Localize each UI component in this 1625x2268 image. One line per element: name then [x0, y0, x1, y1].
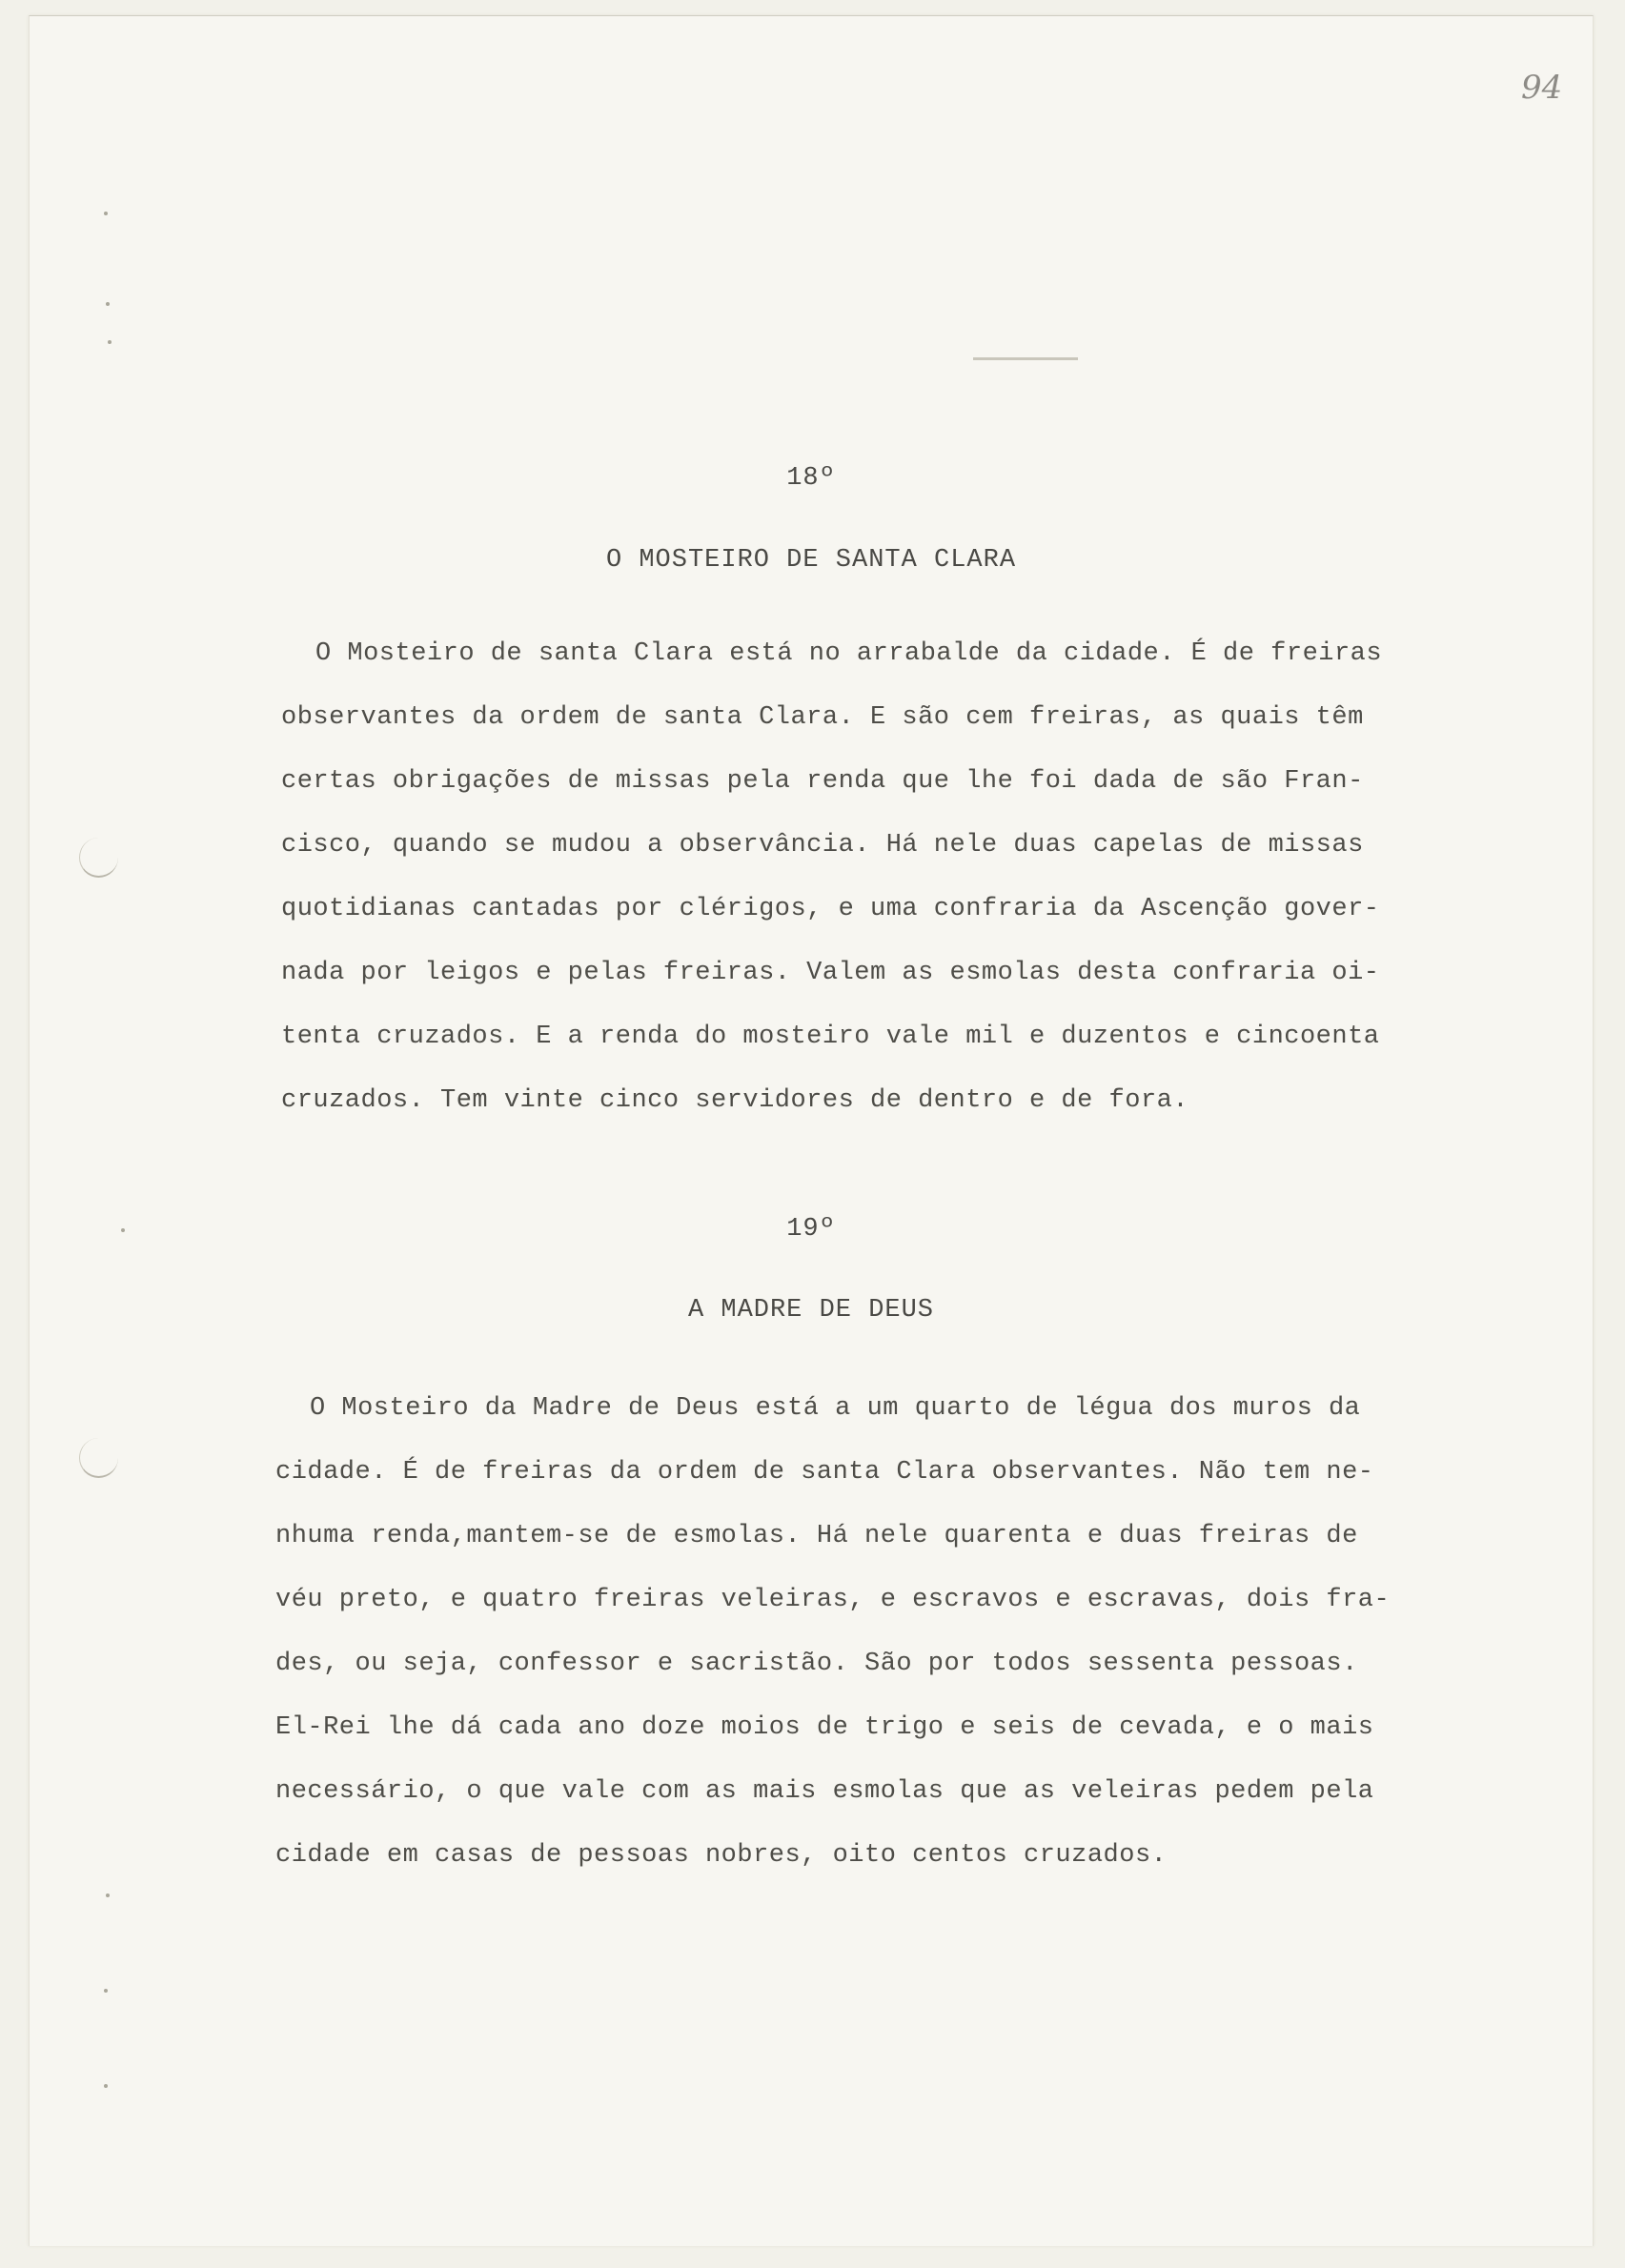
section-18-line: observantes da ordem de santa Clara. E são cem freiras, as quais têm: [281, 703, 1364, 732]
punch-hole: [79, 838, 118, 878]
section-19-line: cidade. É de freiras da ordem de santa Clara observantes. Não tem ne-: [275, 1458, 1374, 1487]
section-19-line: des, ou seja, confessor e sacristão. São por todos sessenta pessoas.: [275, 1650, 1358, 1678]
section-18-line: cruzados. Tem vinte cinco servidores de dentro e de fora.: [281, 1086, 1189, 1115]
section-19-line: cidade em casas de pessoas nobres, oito centos cruzados.: [275, 1841, 1168, 1870]
handwritten-page-number: 94: [1521, 69, 1563, 107]
section-19-line: O Mosteiro da Madre de Deus está a um quarto de légua dos muros da: [310, 1394, 1361, 1423]
paper-speck: [106, 302, 110, 306]
section-18-line: tenta cruzados. E a renda do mosteiro vale mil e duzentos e cincoenta: [281, 1023, 1380, 1051]
section-19-line: nhuma renda,mantem-se de esmolas. Há nele quarenta e duas freiras de: [275, 1522, 1358, 1550]
paper-speck: [108, 340, 112, 344]
section-19-title: A MADRE DE DEUS: [687, 1296, 935, 1325]
section-19-line: El-Rei lhe dá cada ano doze moios de trigo e seis de cevada, e o mais: [275, 1713, 1374, 1742]
section-18-number: 18º: [786, 464, 836, 493]
section-19-line: necessário, o que vale com as mais esmolas que as veleiras pedem pela: [275, 1777, 1374, 1806]
paper-speck: [104, 212, 108, 215]
section-19-line: véu preto, e quatro freiras veleiras, e escravos e escravas, dois fra-: [275, 1586, 1391, 1614]
section-18-line: quotidianas cantadas por clérigos, e uma confraria da Ascenção gover-: [281, 895, 1380, 923]
section-18-line: nada por leigos e pelas freiras. Valem as esmolas desta confraria oi-: [281, 959, 1380, 987]
document-page: [29, 15, 1594, 2246]
ink-smudge: [973, 357, 1078, 360]
paper-speck: [106, 1893, 110, 1897]
punch-hole: [79, 1438, 118, 1478]
section-18-line: certas obrigações de missas pela renda que lhe foi dada de são Fran-: [281, 767, 1364, 796]
section-18-title: O MOSTEIRO DE SANTA CLARA: [605, 546, 1017, 575]
section-19-number: 19º: [786, 1215, 836, 1244]
section-18-line: cisco, quando se mudou a observância. Há nele duas capelas de missas: [281, 831, 1364, 860]
paper-speck: [104, 1989, 108, 1993]
section-18-line: O Mosteiro de santa Clara está no arrabalde da cidade. É de freiras: [315, 639, 1383, 668]
paper-speck: [104, 2084, 108, 2088]
